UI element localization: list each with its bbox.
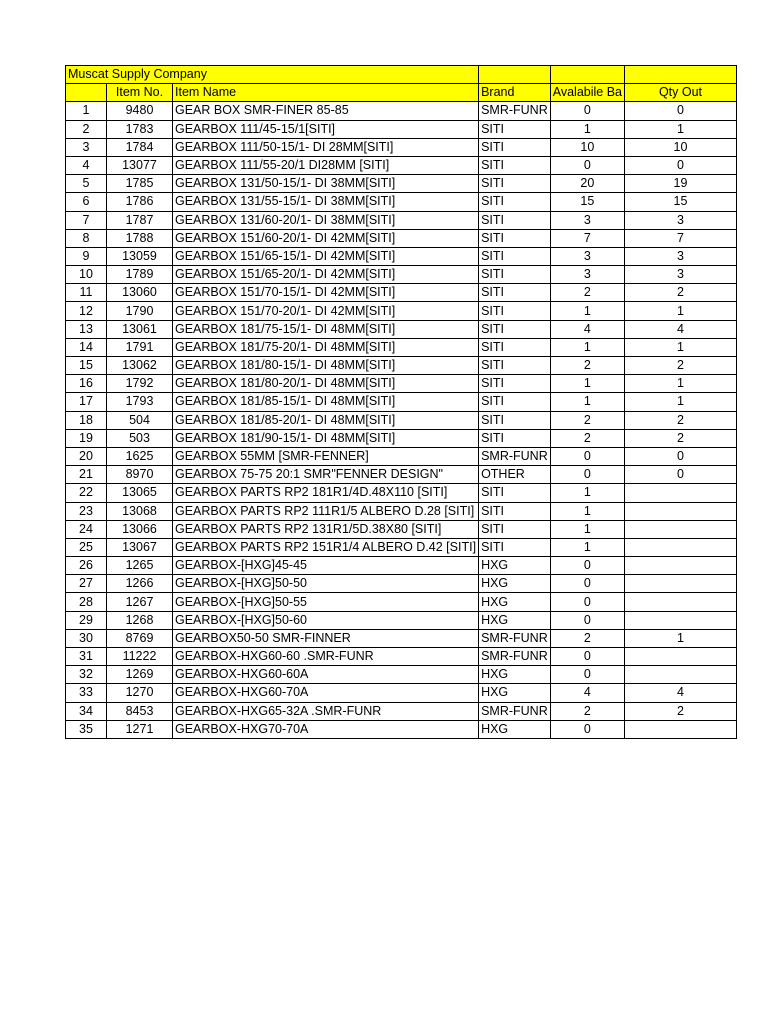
cell-qty-out[interactable] [625,520,737,538]
cell-item-no[interactable]: 1270 [107,684,173,702]
cell-qty-out[interactable]: 2 [625,284,737,302]
cell-available[interactable]: 4 [550,320,624,338]
cell-available[interactable]: 0 [550,466,624,484]
header-item-name[interactable]: Item Name [173,84,479,102]
cell-available[interactable]: 0 [550,557,624,575]
cell-row-number[interactable]: 29 [66,611,107,629]
cell-item-no[interactable]: 1784 [107,138,173,156]
header-item-no[interactable]: Item No. [107,84,173,102]
cell-available[interactable]: 2 [550,411,624,429]
table-row [66,284,737,302]
cell-brand[interactable]: HXG [479,720,551,738]
cell-available[interactable]: 2 [550,629,624,647]
cell-row-number[interactable]: 10 [66,266,107,284]
cell-item-name[interactable]: GEARBOX 151/60-20/1- DI 42MM[SITI] [173,229,479,247]
table-row [66,629,737,647]
cell-qty-out[interactable]: 0 [625,447,737,465]
cell-row-number[interactable]: 34 [66,702,107,720]
cell-available[interactable]: 1 [550,338,624,356]
cell-row-number[interactable]: 16 [66,375,107,393]
cell-brand[interactable]: SITI [479,411,551,429]
cell-brand[interactable]: HXG [479,593,551,611]
cell-item-no[interactable]: 1271 [107,720,173,738]
cell-available[interactable]: 1 [550,393,624,411]
cell-item-name[interactable]: GEARBOX 181/80-20/1- DI 48MM[SITI] [173,375,479,393]
table-row [66,648,737,666]
title-row-empty-cell[interactable] [479,66,551,84]
table-row [66,411,737,429]
cell-item-name[interactable]: GEARBOX-[HXG]50-55 [173,593,479,611]
cell-qty-out[interactable] [625,593,737,611]
cell-brand[interactable]: SITI [479,266,551,284]
cell-item-no[interactable]: 13065 [107,484,173,502]
header-row [66,84,737,102]
cell-row-number[interactable]: 13 [66,320,107,338]
title-row [66,66,737,84]
cell-brand[interactable]: SITI [479,484,551,502]
cell-available[interactable]: 0 [550,720,624,738]
cell-brand[interactable]: SITI [479,193,551,211]
table-row [66,247,737,265]
cell-item-no[interactable]: 13068 [107,502,173,520]
cell-item-no[interactable]: 1788 [107,229,173,247]
cell-item-no[interactable]: 1791 [107,338,173,356]
cell-qty-out[interactable]: 2 [625,357,737,375]
table-row [66,557,737,575]
cell-available[interactable]: 0 [550,611,624,629]
cell-row-number[interactable]: 32 [66,666,107,684]
cell-item-name[interactable]: GEARBOX 181/90-15/1- DI 48MM[SITI] [173,429,479,447]
table-row [66,229,737,247]
table-row [66,393,737,411]
cell-row-number[interactable]: 17 [66,393,107,411]
cell-brand[interactable]: SITI [479,211,551,229]
cell-item-no[interactable]: 8970 [107,466,173,484]
cell-item-name[interactable]: GEARBOX-HXG70-70A [173,720,479,738]
cell-available[interactable]: 1 [550,120,624,138]
table-row [66,684,737,702]
cell-brand[interactable]: SITI [479,138,551,156]
cell-item-name[interactable]: GEARBOX 181/85-20/1- DI 48MM[SITI] [173,411,479,429]
cell-item-no[interactable]: 1785 [107,175,173,193]
cell-item-name[interactable]: GEARBOX 181/85-15/1- DI 48MM[SITI] [173,393,479,411]
cell-available[interactable]: 0 [550,447,624,465]
cell-item-no[interactable]: 1265 [107,557,173,575]
cell-item-no[interactable]: 504 [107,411,173,429]
cell-brand[interactable]: SITI [479,375,551,393]
cell-qty-out[interactable]: 1 [625,393,737,411]
cell-item-no[interactable]: 8453 [107,702,173,720]
cell-row-number[interactable]: 4 [66,156,107,174]
cell-available[interactable]: 0 [550,575,624,593]
cell-item-name[interactable]: GEARBOX PARTS RP2 111R1/5 ALBERO D.28 [SITI] [173,502,479,520]
cell-available[interactable]: 0 [550,648,624,666]
cell-brand[interactable]: SITI [479,175,551,193]
cell-brand[interactable]: SITI [479,320,551,338]
cell-item-no[interactable]: 1786 [107,193,173,211]
inventory-table [65,65,737,739]
cell-item-no[interactable]: 1269 [107,666,173,684]
cell-brand[interactable]: HXG [479,666,551,684]
cell-qty-out[interactable]: 3 [625,247,737,265]
cell-brand[interactable]: SMR-FUNR [479,702,551,720]
table-row [66,102,737,120]
cell-qty-out[interactable]: 0 [625,466,737,484]
cell-item-name[interactable]: GEARBOX PARTS RP2 131R1/5D.38X80 [SITI] [173,520,479,538]
title-row-empty-cell[interactable] [625,66,737,84]
cell-item-name[interactable]: GEARBOX-[HXG]50-50 [173,575,479,593]
cell-available[interactable]: 1 [550,302,624,320]
cell-row-number[interactable]: 18 [66,411,107,429]
cell-row-number[interactable]: 28 [66,593,107,611]
cell-row-number[interactable]: 7 [66,211,107,229]
cell-brand[interactable]: SMR-FUNR [479,102,551,120]
table-row [66,375,737,393]
cell-available[interactable]: 3 [550,211,624,229]
table-row [66,338,737,356]
table-row [66,702,737,720]
cell-item-name[interactable]: GEARBOX-HXG60-60 .SMR-FUNR [173,648,479,666]
table-row [66,429,737,447]
cell-item-name[interactable]: GEARBOX 131/50-15/1- DI 38MM[SITI] [173,175,479,193]
cell-item-name[interactable]: GEARBOX 151/65-15/1- DI 42MM[SITI] [173,247,479,265]
cell-item-no[interactable]: 11222 [107,648,173,666]
cell-qty-out[interactable] [625,557,737,575]
cell-qty-out[interactable]: 10 [625,138,737,156]
table-row [66,447,737,465]
cell-item-no[interactable]: 1267 [107,593,173,611]
company-title: Muscat Supply Company [68,67,207,82]
cell-item-name[interactable]: GEARBOX 111/55-20/1 DI28MM [SITI] [173,156,479,174]
table-row [66,266,737,284]
cell-brand[interactable]: OTHER [479,466,551,484]
table-row [66,538,737,556]
cell-row-number[interactable]: 22 [66,484,107,502]
cell-row-number[interactable]: 9 [66,247,107,265]
header-num[interactable] [66,84,107,102]
cell-item-no[interactable]: 1789 [107,266,173,284]
cell-row-number[interactable]: 25 [66,538,107,556]
cell-qty-out[interactable]: 2 [625,702,737,720]
cell-brand[interactable]: SITI [479,520,551,538]
table-row [66,156,737,174]
cell-qty-out[interactable]: 1 [625,120,737,138]
table-row [66,575,737,593]
cell-qty-out[interactable]: 7 [625,229,737,247]
cell-brand[interactable]: HXG [479,557,551,575]
cell-available[interactable]: 1 [550,502,624,520]
table-row [66,120,737,138]
cell-qty-out[interactable] [625,575,737,593]
cell-brand[interactable]: SMR-FUNR [479,447,551,465]
cell-item-name[interactable]: GEARBOX-HXG60-60A [173,666,479,684]
table-row [66,320,737,338]
cell-item-no[interactable]: 1790 [107,302,173,320]
cell-row-number[interactable]: 31 [66,648,107,666]
cell-available[interactable]: 4 [550,684,624,702]
cell-row-number[interactable]: 2 [66,120,107,138]
cell-item-no[interactable]: 1625 [107,447,173,465]
cell-qty-out[interactable]: 0 [625,156,737,174]
cell-row-number[interactable]: 14 [66,338,107,356]
cell-brand[interactable]: SITI [479,284,551,302]
cell-qty-out[interactable]: 19 [625,175,737,193]
cell-item-no[interactable]: 13067 [107,538,173,556]
cell-available[interactable]: 0 [550,666,624,684]
cell-qty-out[interactable] [625,648,737,666]
cell-brand[interactable]: SITI [479,393,551,411]
cell-item-no[interactable]: 13060 [107,284,173,302]
cell-brand[interactable]: SMR-FUNR [479,648,551,666]
cell-row-number[interactable]: 30 [66,629,107,647]
cell-qty-out[interactable]: 1 [625,338,737,356]
table-row [66,466,737,484]
cell-row-number[interactable]: 15 [66,357,107,375]
cell-item-no[interactable]: 1266 [107,575,173,593]
cell-row-number[interactable]: 19 [66,429,107,447]
cell-qty-out[interactable] [625,666,737,684]
cell-item-name[interactable]: GEARBOX-HXG60-70A [173,684,479,702]
header-qty-out[interactable]: Qty Out [625,84,737,102]
header-available[interactable]: Avalabile Ba [550,84,624,102]
cell-qty-out[interactable] [625,611,737,629]
cell-item-name[interactable]: GEARBOX-HXG65-32A .SMR-FUNR [173,702,479,720]
cell-brand[interactable]: SITI [479,247,551,265]
cell-item-no[interactable]: 1268 [107,611,173,629]
table-body [66,66,737,739]
table-row [66,720,737,738]
cell-available[interactable]: 0 [550,102,624,120]
cell-qty-out[interactable]: 4 [625,684,737,702]
cell-qty-out[interactable]: 2 [625,429,737,447]
cell-brand[interactable]: SITI [479,120,551,138]
table-row [66,193,737,211]
cell-item-name[interactable]: GEARBOX-[HXG]45-45 [173,557,479,575]
cell-row-number[interactable]: 6 [66,193,107,211]
cell-brand[interactable]: SITI [479,429,551,447]
cell-item-name[interactable]: GEARBOX 151/70-15/1- DI 42MM[SITI] [173,284,479,302]
cell-item-no[interactable]: 13077 [107,156,173,174]
cell-qty-out[interactable]: 2 [625,411,737,429]
table-row [66,302,737,320]
cell-row-number[interactable]: 26 [66,557,107,575]
cell-brand[interactable]: SITI [479,302,551,320]
cell-available[interactable]: 1 [550,520,624,538]
cell-brand[interactable]: SITI [479,338,551,356]
cell-row-number[interactable]: 33 [66,684,107,702]
cell-brand[interactable]: SITI [479,502,551,520]
cell-qty-out[interactable] [625,538,737,556]
cell-qty-out[interactable]: 1 [625,375,737,393]
cell-qty-out[interactable] [625,720,737,738]
cell-item-name[interactable]: GEARBOX 75-75 20:1 SMR"FENNER DESIGN" [173,466,479,484]
cell-available[interactable]: 2 [550,284,624,302]
cell-row-number[interactable]: 35 [66,720,107,738]
cell-item-no[interactable]: 13061 [107,320,173,338]
cell-item-name[interactable]: GEARBOX50-50 SMR-FINNER [173,629,479,647]
table-row [66,520,737,538]
cell-row-number[interactable]: 20 [66,447,107,465]
cell-row-number[interactable]: 5 [66,175,107,193]
cell-row-number[interactable]: 3 [66,138,107,156]
cell-row-number[interactable]: 21 [66,466,107,484]
cell-row-number[interactable]: 11 [66,284,107,302]
cell-row-number[interactable]: 8 [66,229,107,247]
cell-available[interactable]: 0 [550,156,624,174]
cell-brand[interactable]: HXG [479,575,551,593]
cell-qty-out[interactable]: 15 [625,193,737,211]
table-row [66,484,737,502]
cell-item-no[interactable]: 9480 [107,102,173,120]
cell-available[interactable]: 1 [550,375,624,393]
cell-available[interactable]: 1 [550,484,624,502]
cell-item-no[interactable]: 13066 [107,520,173,538]
cell-available[interactable]: 2 [550,357,624,375]
title-cell[interactable] [66,66,479,84]
cell-item-name[interactable]: GEARBOX 55MM [SMR-FENNER] [173,447,479,465]
cell-available[interactable]: 2 [550,702,624,720]
cell-item-no[interactable]: 1783 [107,120,173,138]
cell-item-name[interactable]: GEAR BOX SMR-FINER 85-85 [173,102,479,120]
cell-qty-out[interactable]: 3 [625,266,737,284]
table-row [66,175,737,193]
cell-qty-out[interactable]: 1 [625,302,737,320]
cell-item-name[interactable]: GEARBOX 151/65-20/1- DI 42MM[SITI] [173,266,479,284]
cell-item-name[interactable]: GEARBOX 151/70-20/1- DI 42MM[SITI] [173,302,479,320]
cell-available[interactable]: 3 [550,266,624,284]
cell-item-name[interactable]: GEARBOX PARTS RP2 151R1/4 ALBERO D.42 [SITI] [173,538,479,556]
cell-item-no[interactable]: 1792 [107,375,173,393]
cell-item-no[interactable]: 503 [107,429,173,447]
cell-available[interactable]: 7 [550,229,624,247]
table-row [66,211,737,229]
table-row [66,357,737,375]
cell-brand[interactable]: SMR-FUNR [479,629,551,647]
table-row [66,138,737,156]
cell-available[interactable]: 1 [550,538,624,556]
cell-row-number[interactable]: 1 [66,102,107,120]
cell-item-name[interactable]: GEARBOX 181/75-15/1- DI 48MM[SITI] [173,320,479,338]
cell-item-name[interactable]: GEARBOX 131/55-15/1- DI 38MM[SITI] [173,193,479,211]
cell-qty-out[interactable]: 0 [625,102,737,120]
table-row [66,502,737,520]
cell-available[interactable]: 3 [550,247,624,265]
cell-item-no[interactable]: 8769 [107,629,173,647]
cell-row-number[interactable]: 23 [66,502,107,520]
cell-item-name[interactable]: GEARBOX 181/75-20/1- DI 48MM[SITI] [173,338,479,356]
cell-qty-out[interactable] [625,484,737,502]
cell-item-name[interactable]: GEARBOX-[HXG]50-60 [173,611,479,629]
cell-item-name[interactable]: GEARBOX PARTS RP2 181R1/4D.48X110 [SITI] [173,484,479,502]
cell-item-no[interactable]: 1793 [107,393,173,411]
cell-qty-out[interactable]: 1 [625,629,737,647]
cell-brand[interactable]: HXG [479,611,551,629]
cell-available[interactable]: 0 [550,593,624,611]
table-row [66,593,737,611]
cell-brand[interactable]: SITI [479,538,551,556]
cell-item-no[interactable]: 1787 [107,211,173,229]
cell-available[interactable]: 10 [550,138,624,156]
cell-item-no[interactable]: 13059 [107,247,173,265]
cell-item-no[interactable]: 13062 [107,357,173,375]
table-row [66,666,737,684]
cell-row-number[interactable]: 12 [66,302,107,320]
cell-row-number[interactable]: 27 [66,575,107,593]
cell-item-name[interactable]: GEARBOX 181/80-15/1- DI 48MM[SITI] [173,357,479,375]
cell-qty-out[interactable]: 4 [625,320,737,338]
cell-row-number[interactable]: 24 [66,520,107,538]
cell-qty-out[interactable] [625,502,737,520]
cell-item-name[interactable]: GEARBOX 131/60-20/1- DI 38MM[SITI] [173,211,479,229]
header-brand[interactable]: Brand [479,84,551,102]
cell-item-name[interactable]: GEARBOX 111/45-15/1[SITI] [173,120,479,138]
cell-brand[interactable]: HXG [479,684,551,702]
cell-available[interactable]: 2 [550,429,624,447]
title-row-empty-cell[interactable] [550,66,624,84]
cell-brand[interactable]: SITI [479,156,551,174]
cell-brand[interactable]: SITI [479,229,551,247]
cell-available[interactable]: 20 [550,175,624,193]
cell-available[interactable]: 15 [550,193,624,211]
cell-qty-out[interactable]: 3 [625,211,737,229]
cell-item-name[interactable]: GEARBOX 111/50-15/1- DI 28MM[SITI] [173,138,479,156]
cell-brand[interactable]: SITI [479,357,551,375]
table-row [66,611,737,629]
